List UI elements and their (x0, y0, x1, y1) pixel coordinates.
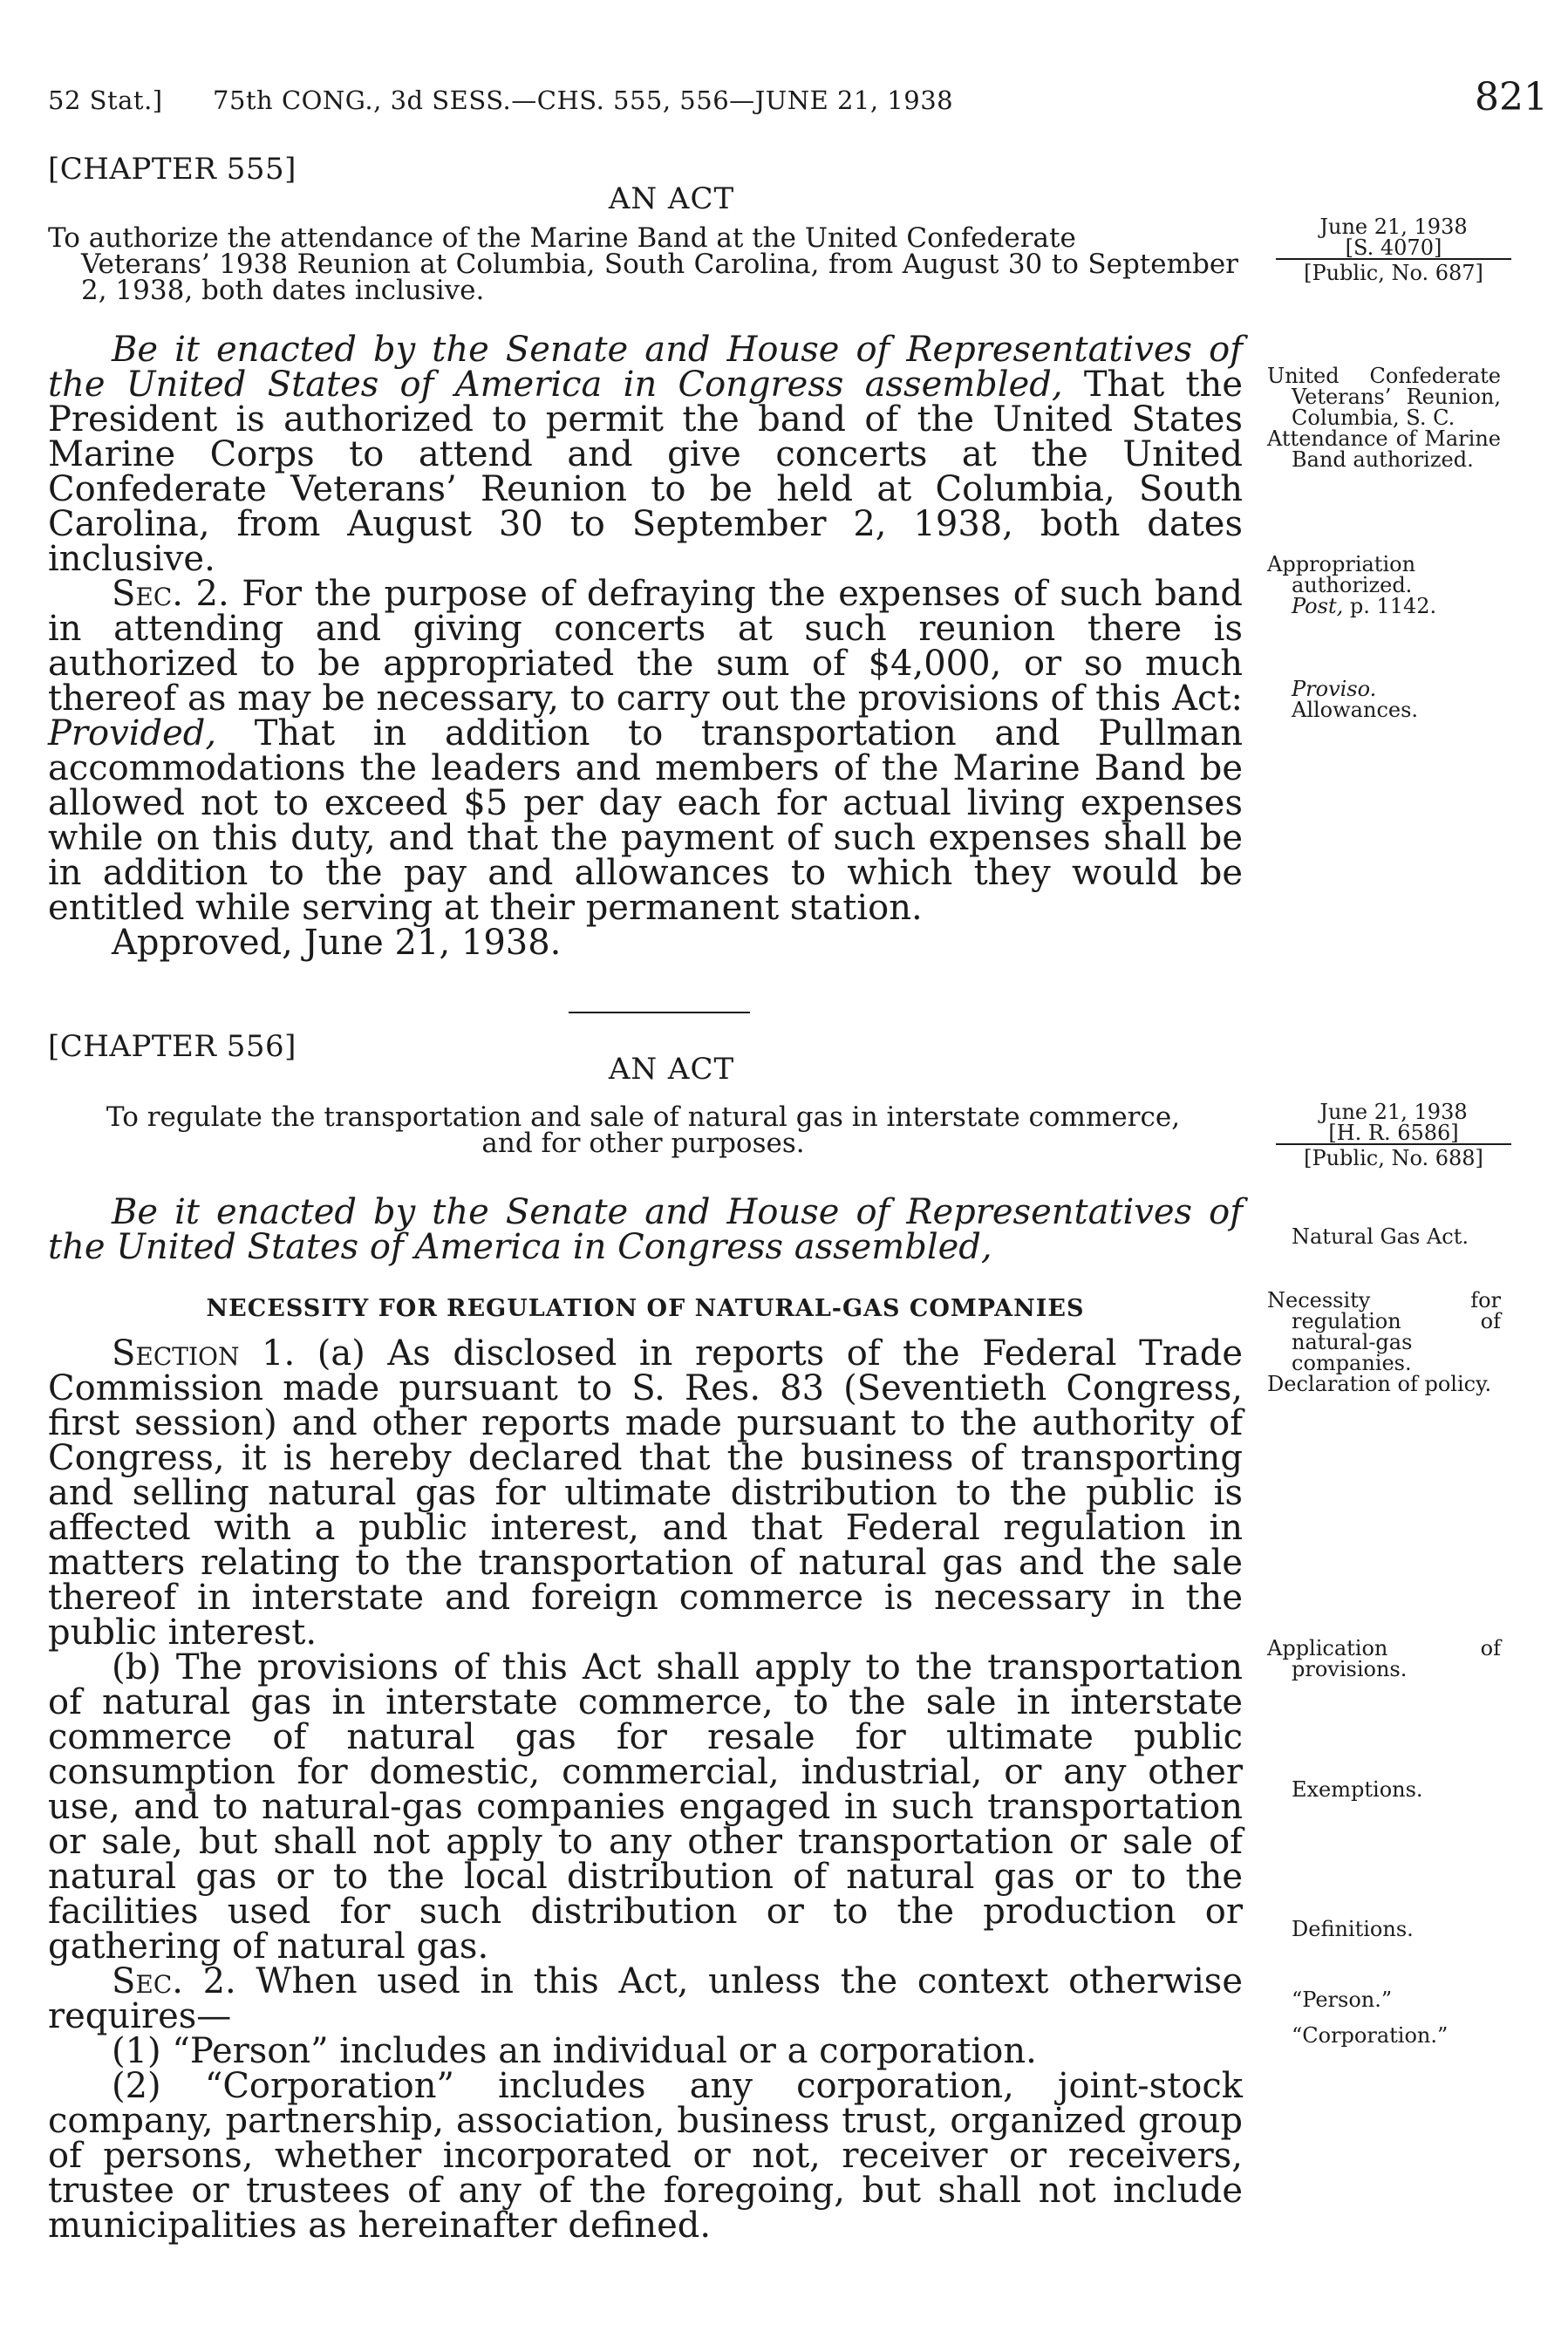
side-note-reunion-line2: Attendance of Marine Band authorized. (1267, 426, 1501, 472)
chapter-556-section-2 (48, 1961, 1244, 2036)
chapter-556-public-law: [Public, No. 688] (1276, 1143, 1511, 1169)
chapter-556-section-1a (48, 1333, 1243, 1653)
side-note-post-label: Post, (1292, 594, 1344, 618)
side-note-appropriation-ref (1267, 596, 1501, 617)
chapter-556-date: June 21, 1938 (1319, 1100, 1468, 1124)
chapter-556-act-label: AN ACT (608, 1052, 735, 1087)
side-note-appropriation (1267, 554, 1501, 617)
side-note-reunion-line1: United Confederate Veterans’ Reunion, Columbia, S. C. (1267, 364, 1501, 430)
chapter-556-enacting-text: Be it enacted by the Senate and House of Representatives of the United States of America in Congress assembled, (48, 1192, 1243, 1267)
side-note-natural-gas-act: Natural Gas Act. (1292, 1224, 1469, 1249)
chapter-555-act-label: AN ACT (608, 181, 735, 216)
side-note-allowances: Allowances. (1292, 698, 1419, 722)
chapter-555-section-1-text: That the President is authorized to permit the band of the United States Marine Corps to attend and give concerts at the United Confederate Veterans’ Reunion to be held at Columbia, South Carolina, from August 30 to September 2, 1938, both dates inclusive. (48, 365, 1243, 579)
page-number: 821 (1475, 75, 1548, 119)
chapter-556-enacting-clause (48, 1192, 1243, 1267)
side-note-application-text: Application of provisions. (1267, 1636, 1501, 1681)
chapter-555-section-2-text-a: For the purpose of defraying the expenses of such band in attending and giving concerts at such reunion there is authorized to be appropriated the sum of $4,000, or so much thereof as may be necessary, to carry out the provisions of this Act: (48, 574, 1244, 719)
side-note-policy: Declaration of policy. (1267, 1372, 1492, 1396)
chapter-556-section-1-label: Section 1. (112, 1333, 296, 1374)
running-head-title: 75th CONG., 3d SESS.—CHS. 555, 556—JUNE 21, 1938 (213, 85, 954, 115)
side-note-reunion (1267, 365, 1501, 470)
chapter-556-title-line1: To regulate the transportation and sale of natural gas in interstate commerce, (106, 1101, 1181, 1133)
side-note-definitions: Definitions. (1292, 1917, 1414, 1941)
chapter-556-section-2-label: Sec. 2. (112, 1961, 236, 2001)
chapter-555-bill: [S. 4070] (1345, 235, 1442, 260)
chapter-556-section-1b: (b) The provisions of this Act shall apply to the transportation of natural gas in interstate commerce, to the sale in interstate commerce of natural gas for resale for ultimate public consumption for domestic, commercial, industrial, or any other use, and to natural-gas companies engaged in such transportation or sale, but shall not apply to any other transportation or sale of natural gas or to the local distribution of natural gas or to the facilities used for such distribution or to the production or gathering of natural gas. (48, 1647, 1243, 1967)
chapter-556-section-2-text: When used in this Act, unless the context otherwise requires— (48, 1961, 1244, 2036)
chapter-555-long-title (48, 222, 1238, 306)
chapter-555-margin-citation (1276, 216, 1511, 283)
chapter-555-public-law: [Public, No. 687] (1276, 258, 1511, 283)
chapter-556-title-line2: and for other purposes. (481, 1128, 805, 1159)
chapter-555-body (48, 330, 1244, 963)
chapter-556-body (48, 1333, 1244, 2246)
side-note-corporation: “Corporation.” (1292, 2023, 1449, 2048)
chapter-555-proviso: Provided, (48, 713, 217, 753)
side-note-application (1267, 1638, 1501, 1680)
chapter-555-title-rest: Veterans’ 1938 Reunion at Columbia, South Carolina, from August 30 to September 2, 1938, both dates inclusive. (81, 249, 1238, 306)
side-note-necessity-line1: Necessity for regulation of natural-gas companies. (1267, 1288, 1501, 1375)
side-note-appropriation-text: Appropriation authorized. (1267, 552, 1416, 597)
chapter-556-heading: [CHAPTER 556] (48, 1029, 297, 1064)
side-note-exemptions: Exemptions. (1292, 1777, 1423, 1802)
chapter-555-enacting-clause: Be it enacted by the Senate and House of Representatives of the United States of America in Congress assembled, (48, 330, 1243, 405)
chapter-555-title-line1: To authorize the attendance of the Marine Band at the United Confederate (48, 222, 1076, 254)
chapter-555-approved: Approved, June 21, 1938. (112, 923, 562, 963)
chapter-555-section-1 (48, 330, 1243, 579)
chapter-556-margin-citation (1276, 1101, 1511, 1169)
chapter-555-section-2-text-b: That in addition to transportation and Pullman accommodations the leaders and members of the Marine Band be allowed not to exceed $5 per day each for actual living expenses while on this duty, and that the payment of such expenses shall be in addition to the pay and allowances to which they would be entitled while serving at their permanent station. (48, 713, 1243, 928)
chapter-555-section-2-label: Sec. 2. (112, 574, 229, 614)
chapter-divider-rule (569, 1012, 750, 1013)
chapter-555-heading: [CHAPTER 555] (48, 152, 297, 187)
section-heading-necessity: NECESSITY FOR REGULATION OF NATURAL-GAS COMPANIES (206, 1295, 1085, 1322)
chapter-556-definition-2: (2) “Corporation” includes any corporation, joint-stock company, partnership, association, business trust, organized group of persons, whether incorporated or not, receiver or receivers, trustee or trustees of any of the foregoing, but shall not include municipalities as hereinafter defined. (48, 2066, 1243, 2246)
chapter-556-section-1a-text: (a) As disclosed in reports of the Federal Trade Commission made pursuant to S. Res. 83 (Seventieth Congress, first session) and other reports made pursuant to the authority of Congress, it is hereby declared that the business of transporting and selling natural gas for ultimate distribution to the public is affected with a public interest, and that Federal regulation in matters relating to the transportation of natural gas and the sale thereof in interstate and foreign commerce is necessary in the public interest. (48, 1333, 1243, 1653)
chapter-555-section-2 (48, 574, 1244, 928)
chapter-556-definition-1: (1) “Person” includes an individual or a corporation. (112, 2031, 1037, 2071)
chapter-555-date: June 21, 1938 (1319, 215, 1468, 239)
side-note-proviso-label: Proviso. (1292, 677, 1377, 701)
side-note-proviso (1292, 678, 1501, 720)
running-head-volume: 52 Stat.] (48, 85, 163, 115)
chapter-556-long-title (48, 1101, 1238, 1159)
side-note-person: “Person.” (1292, 1988, 1393, 2012)
side-note-necessity (1267, 1290, 1501, 1394)
side-note-post-page: p. 1142. (1343, 594, 1437, 618)
chapter-556-bill: [H. R. 6586] (1328, 1121, 1459, 1145)
